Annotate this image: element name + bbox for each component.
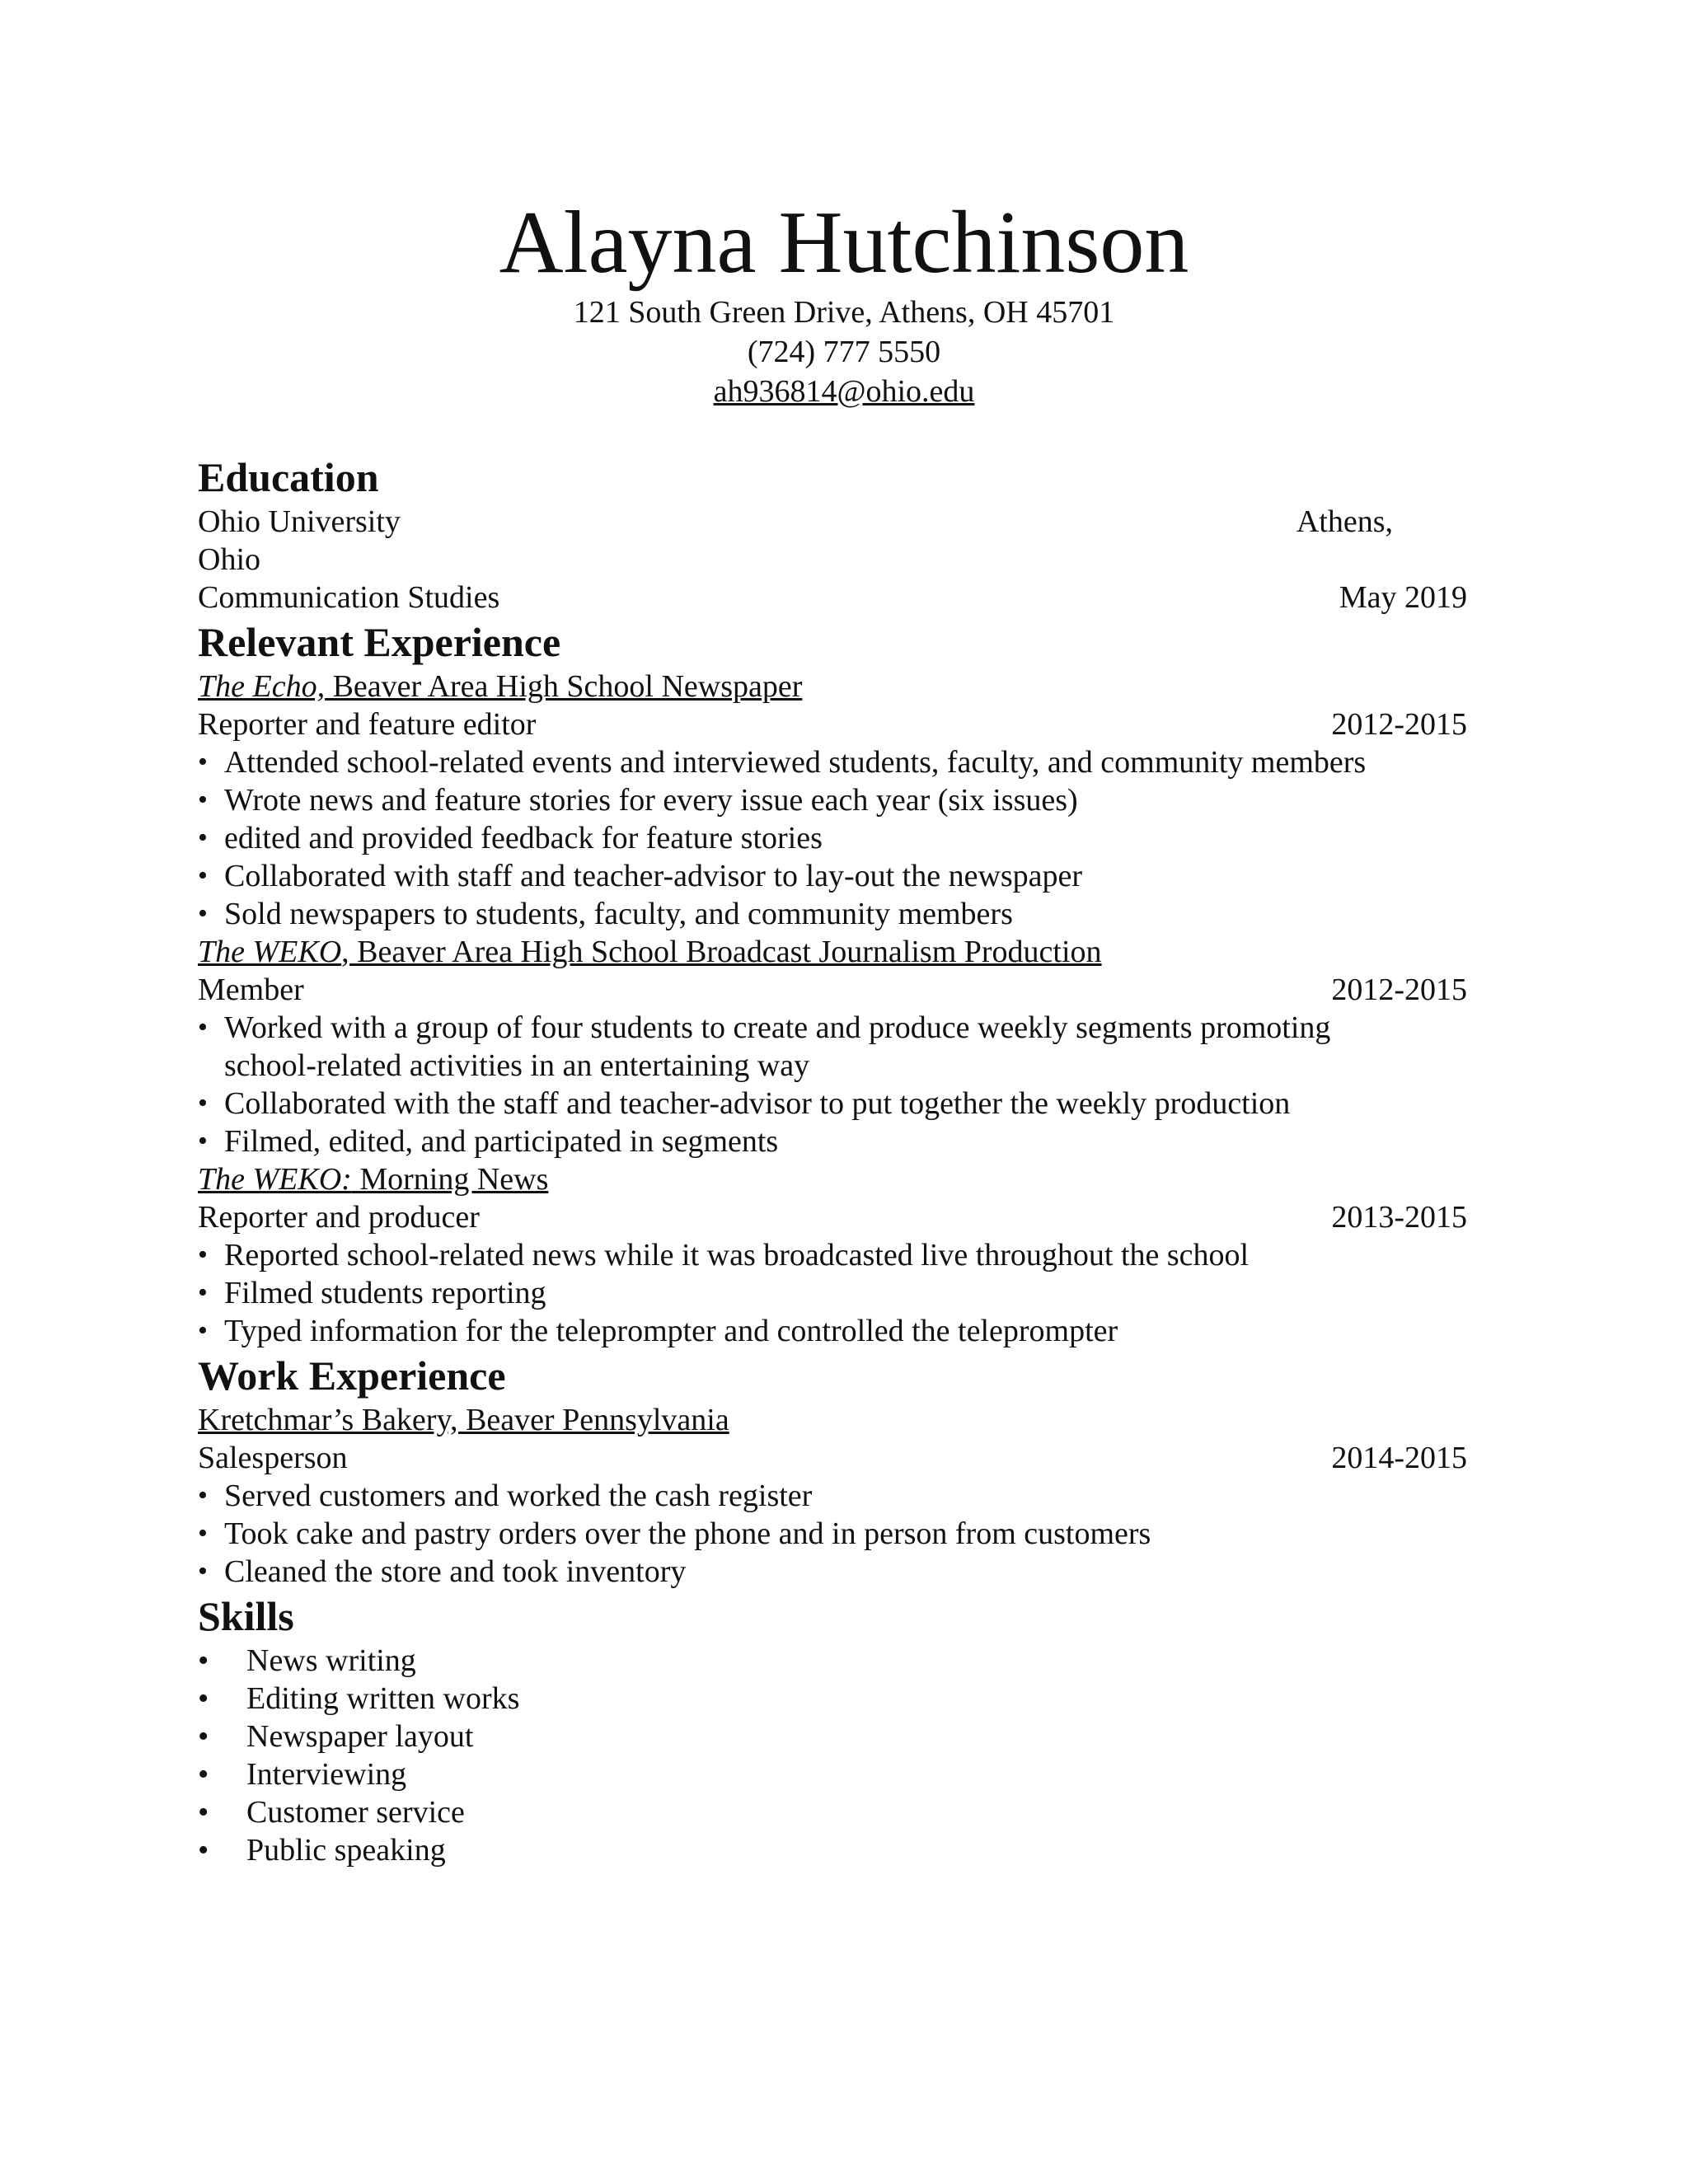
experience-entry <box>198 1160 1467 1350</box>
resume-body <box>198 452 1467 1869</box>
education-section <box>198 452 1467 616</box>
experience-entry <box>198 933 1467 1160</box>
role-row <box>198 1198 1467 1236</box>
list-item: • Worked with a group of four students to create and produce weekly segments promoting school-related activities in an entertaining way <box>198 1009 1409 1085</box>
relevant-experience-heading: Relevant Experience <box>198 619 561 665</box>
list-item: • Typed information for the teleprompter and controlled the teleprompter <box>198 1312 1467 1350</box>
role: Member <box>198 972 304 1007</box>
list-item: • Customer service <box>198 1793 1467 1831</box>
work-experience-heading: Work Experience <box>198 1352 506 1399</box>
organization <box>198 933 1467 971</box>
list-item: • Reported school-related news while it was broadcasted live throughout the school <box>198 1236 1467 1274</box>
role-row <box>198 971 1467 1009</box>
school-location-state: Ohio <box>198 542 260 577</box>
list-item: • Served customers and worked the cash register <box>198 1477 1467 1515</box>
candidate-name: Alayna Hutchinson <box>499 194 1189 292</box>
role: Reporter and producer <box>198 1200 480 1235</box>
organization-italic: The Echo, <box>198 669 326 704</box>
duties-list <box>198 1477 1467 1591</box>
graduation-date: May 2019 <box>1339 580 1467 615</box>
list-item: • Public speaking <box>198 1831 1467 1869</box>
dates: 2013-2015 <box>1331 1200 1467 1235</box>
skills-section <box>198 1591 1467 1869</box>
list-item: • Cleaned the store and took inventory <box>198 1553 1467 1591</box>
organization-italic: The WEKO: <box>198 1162 352 1197</box>
education-school-row <box>198 503 1467 541</box>
organization-rest: Beaver Area High School Newspaper <box>325 669 803 704</box>
list-item: • Sold newspapers to students, faculty, and community members <box>198 895 1467 933</box>
skills-list <box>198 1642 1467 1869</box>
experience-entry <box>198 668 1467 933</box>
list-item: • Filmed, edited, and participated in segments <box>198 1122 1409 1160</box>
role-row <box>198 705 1467 743</box>
organization <box>198 1160 1467 1198</box>
phone: (724) 777 5550 <box>747 335 941 369</box>
dates: 2012-2015 <box>1331 972 1467 1007</box>
dates: 2014-2015 <box>1331 1441 1467 1475</box>
list-item: • Attended school-related events and interviewed students, faculty, and community members <box>198 743 1467 781</box>
role: Reporter and feature editor <box>198 707 537 742</box>
list-item: • Interviewing <box>198 1755 1467 1793</box>
list-item: • Collaborated with staff and teacher-advisor to lay-out the newspaper <box>198 857 1467 895</box>
organization-rest: Morning News <box>351 1162 549 1197</box>
role: Salesperson <box>198 1441 348 1475</box>
major: Communication Studies <box>198 580 500 615</box>
dates: 2012-2015 <box>1331 707 1467 742</box>
list-item: • Collaborated with the staff and teacher-advisor to put together the weekly production <box>198 1085 1409 1122</box>
school-name: Ohio University <box>198 504 401 539</box>
list-item: • Took cake and pastry orders over the phone and in person from customers <box>198 1515 1467 1553</box>
organization <box>198 668 1467 705</box>
list-item: • edited and provided feedback for feature stories <box>198 819 1467 857</box>
role-row <box>198 1439 1467 1477</box>
duties-list <box>198 743 1467 933</box>
education-heading: Education <box>198 454 379 500</box>
email-link[interactable]: ah936814@ohio.edu <box>713 374 975 409</box>
resume-header <box>0 194 1688 411</box>
relevant-experience-section <box>198 616 1467 1350</box>
education-major-row <box>198 579 1467 616</box>
list-item: • Editing written works <box>198 1680 1467 1718</box>
organization-rest: , Beaver Area High School Broadcast Journalism Production <box>341 935 1102 969</box>
list-item: • Wrote news and feature stories for every issue each year (six issues) <box>198 781 1467 819</box>
list-item: • Filmed students reporting <box>198 1274 1467 1312</box>
address: 121 South Green Drive, Athens, OH 45701 <box>573 295 1115 330</box>
organization-italic: The WEKO <box>198 935 342 969</box>
skills-heading: Skills <box>198 1593 294 1639</box>
work-experience-section <box>198 1350 1467 1591</box>
organization: Kretchmar’s Bakery, Beaver Pennsylvania <box>198 1403 729 1437</box>
list-item: • Newspaper layout <box>198 1718 1467 1755</box>
duties-list <box>198 1236 1467 1350</box>
list-item: • News writing <box>198 1642 1467 1680</box>
school-location-city: Athens, <box>1296 504 1393 539</box>
duties-list <box>198 1009 1467 1160</box>
